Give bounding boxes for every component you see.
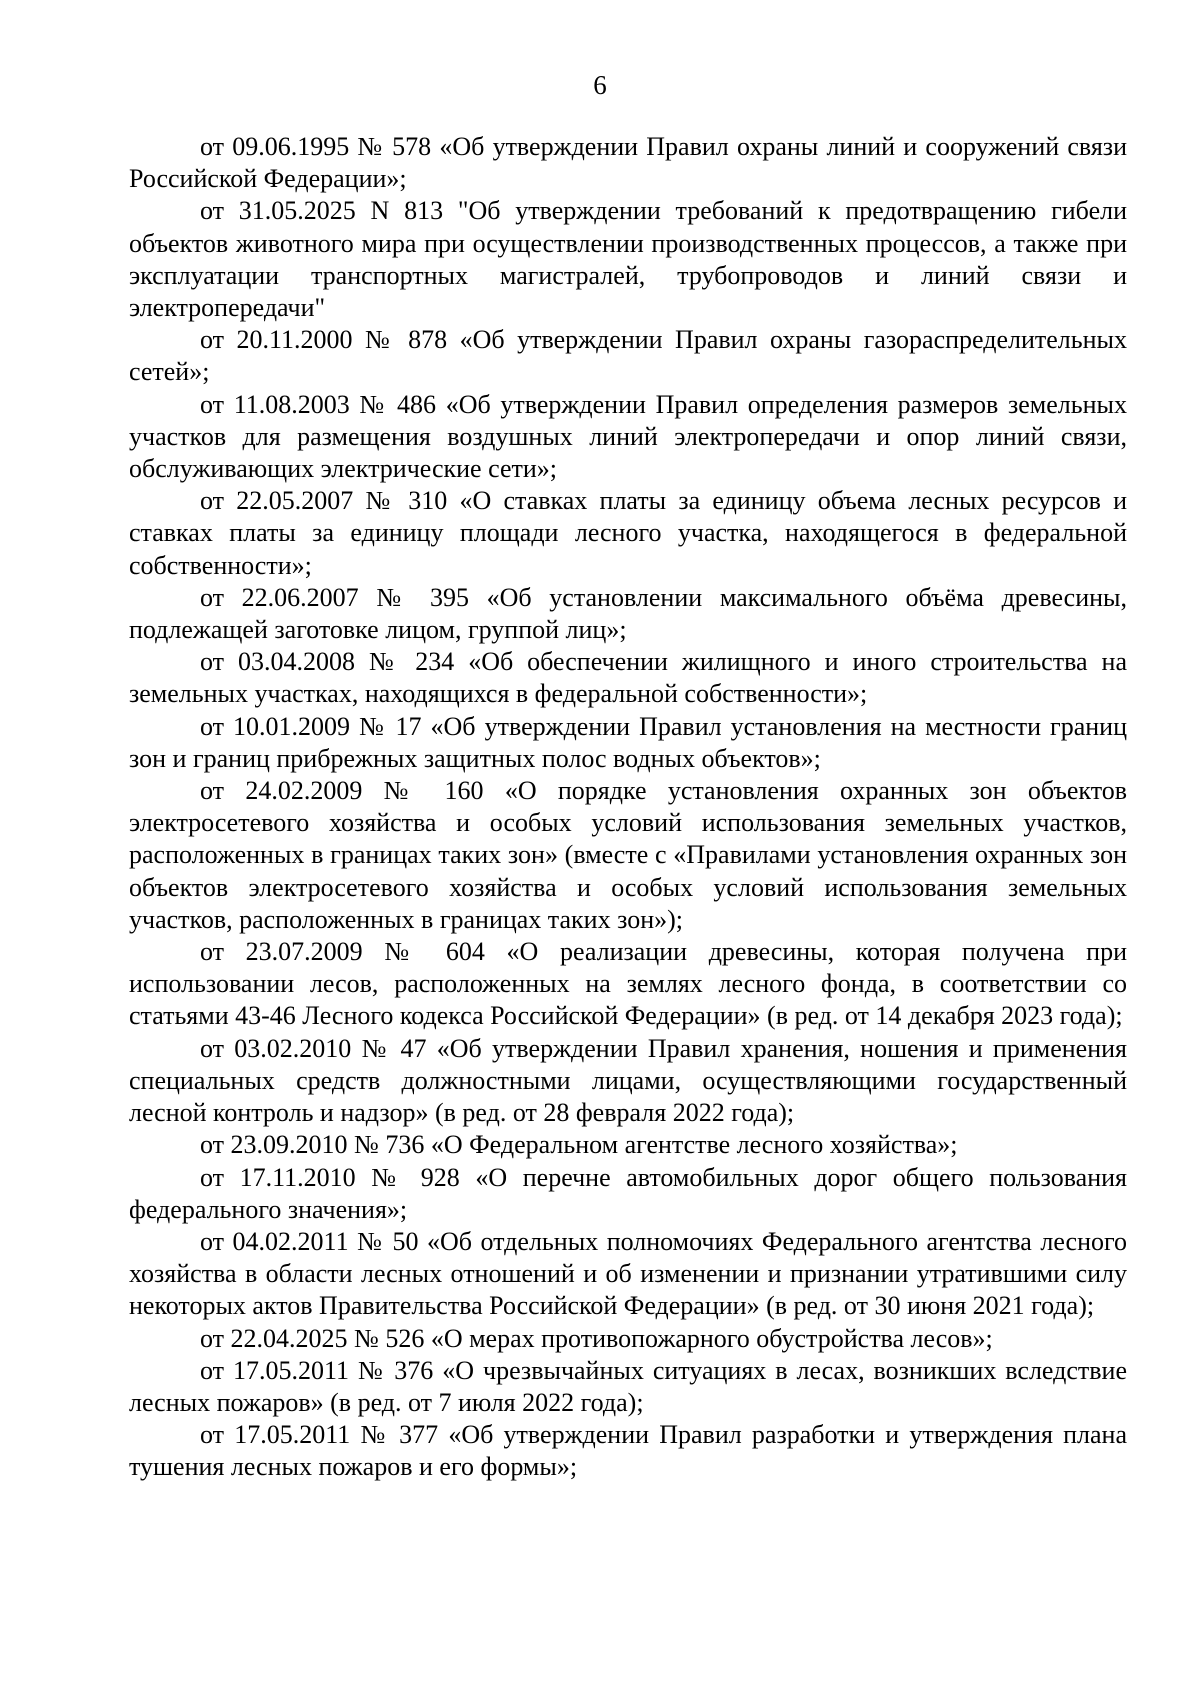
list-item: от 31.05.2025 N 813 "Об утверждении требований к предотвращению гибели объектов животного мира при осуществлении производственных процессов, а также при эксплуатации транспортных магистралей, трубопроводов и линий связи и электропередачи" (129, 196, 1127, 323)
list-item: от 03.02.2010 № 47 «Об утверждении Правил хранения, ношения и применения специальных средств должностными лицами, осуществляющими государственный лесной контроль и надзор» (в ред. от 28 февраля 2022 года); (129, 1033, 1127, 1128)
list-item: от 09.06.1995 № 578 «Об утверждении Правил охраны линий и сооружений связи Российской Федерации»; (129, 132, 1127, 194)
document-body (129, 131, 1127, 1484)
list-item: от 03.04.2008 № 234 «Об обеспечении жилищного и иного строительства на земельных участках, находящихся в федеральной собственности»; (129, 647, 1127, 709)
list-item: от 22.05.2007 № 310 «О ставках платы за единицу объема лесных ресурсов и ставках платы за единицу площади лесного участка, находящегося в федеральной собственности»; (129, 486, 1127, 580)
list-item: от 10.01.2009 № 17 «Об утверждении Правил установления на местности границ зон и границ прибрежных защитных полос водных объектов»; (129, 711, 1127, 773)
list-item: от 04.02.2011 № 50 «Об отдельных полномочиях Федерального агентства лесного хозяйства в области лесных отношений и об изменении и признании утратившими силу некоторых актов Правительства Российской Федерации» (в ред. от 30 июня 2021 года); (129, 1226, 1127, 1321)
list-item: от 17.11.2010 № 928 «О перечне автомобильных дорог общего пользования федерального значения»; (129, 1162, 1127, 1224)
list-item: от 22.06.2007 № 395 «Об установлении максимального объёма древесины, подлежащей заготовке лицом, группой лиц»; (129, 582, 1127, 645)
list-item: от 22.04.2025 № 526 «О мерах противопожарного обустройства лесов»; (200, 1323, 993, 1353)
list-item: от 23.09.2010 № 736 «О Федеральном агентстве лесного хозяйства»; (200, 1130, 958, 1160)
list-item: от 11.08.2003 № 486 «Об утверждении Правил определения размеров земельных участков для размещения воздушных линий электропередачи и опор линий связи, обслуживающих электрические сети»; (129, 389, 1127, 484)
page-number: 6 (593, 70, 607, 100)
list-item: от 24.02.2009 № 160 «О порядке установления охранных зон объектов электросетевого хозяйства и особых условий использования земельных участков, расположенных в границах таких зон» (вместе с «Правилами установления охранных зон объектов электросетевого хозяйства и особых условий использования земельных участков, расположенных в границах таких зон»); (129, 776, 1127, 934)
list-item: от 17.05.2011 № 376 «О чрезвычайных ситуациях в лесах, возникших вследствие лесных пожаров» (в ред. от 7 июля 2022 года); (129, 1355, 1127, 1417)
list-item: от 20.11.2000 № 878 «Об утверждении Правил охраны газораспределительных сетей»; (129, 325, 1127, 387)
list-item: от 23.07.2009 № 604 «О реализации древесины, которая получена при использовании лесов, расположенных на землях лесного фонда, в соответствии со статьями 43-46 Лесного кодекса Российской Федерации» (в ред. от 14 декабря 2023 года); (129, 937, 1127, 1031)
list-item: от 17.05.2011 № 377 «Об утверждении Правил разработки и утверждения плана тушения лесных пожаров и его формы»; (129, 1420, 1127, 1482)
